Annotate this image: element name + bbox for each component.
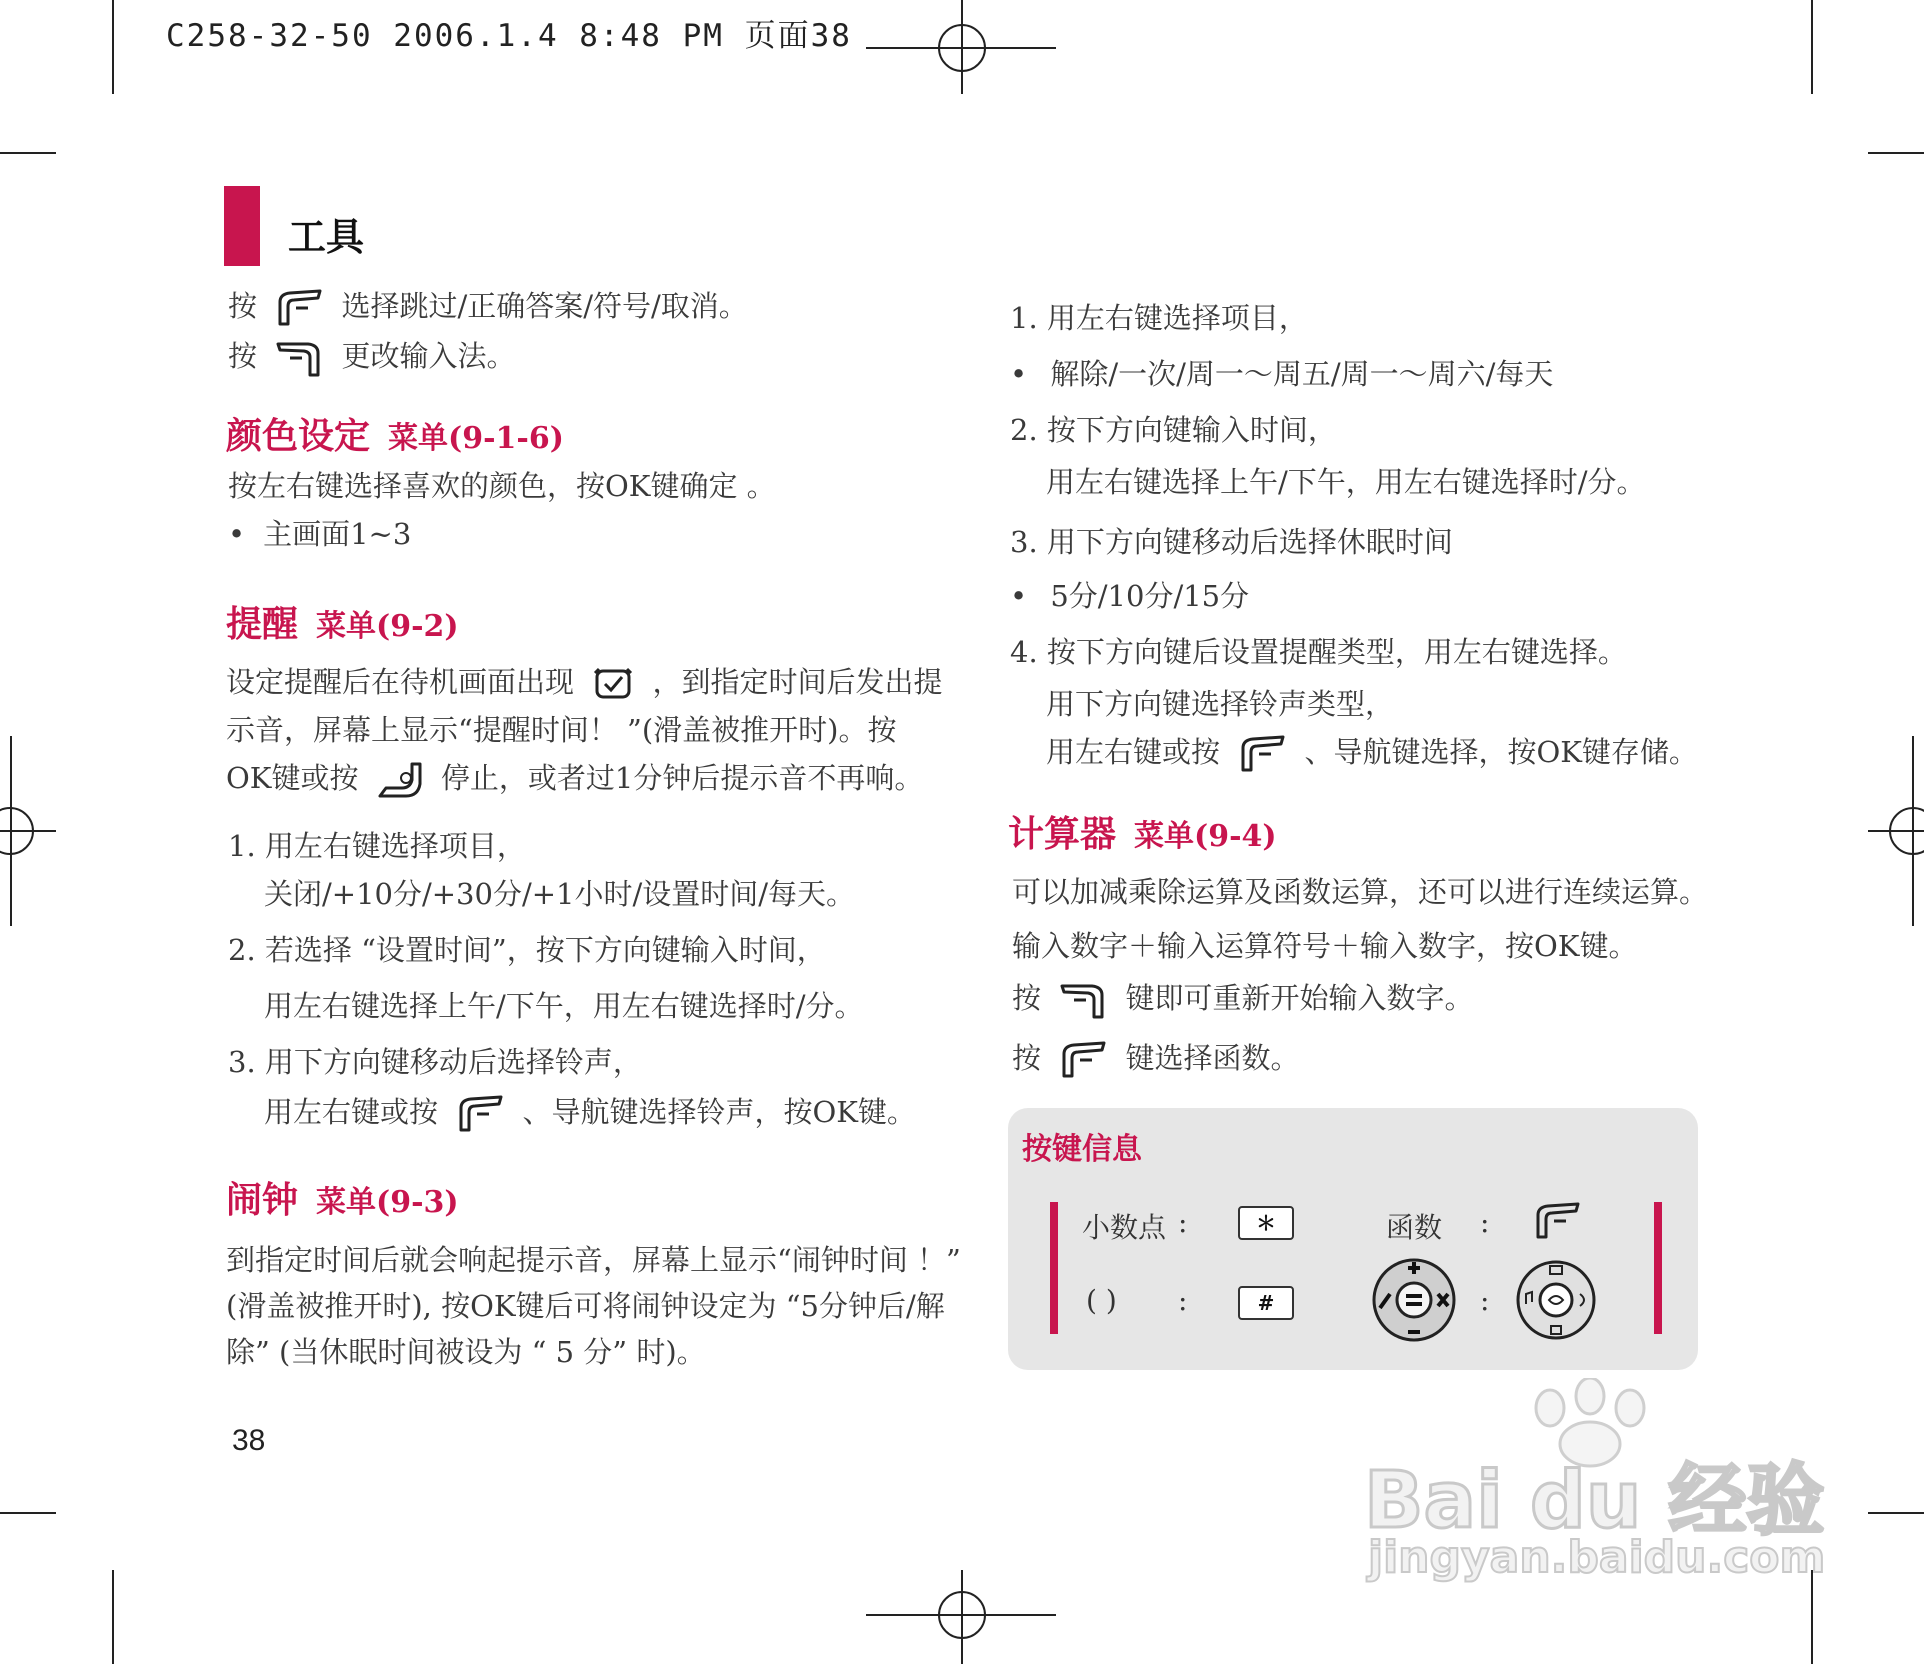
step-text: 用左右键选择项目， [264, 829, 526, 863]
section-heading-alarm [226, 1172, 459, 1223]
alarm-step-3-options [1010, 574, 1249, 618]
reminder-text: 设定提醒后在待机画面出现 [226, 665, 575, 699]
alarm-desc-line: 除” (当休眠时间被设为 “ 5 分” 时)。 [226, 1335, 706, 1369]
calculator-operator-nav-icon [1370, 1256, 1458, 1344]
page-number: 38 [232, 1424, 266, 1457]
alarm-step-2-sub: 用左右键选择上午/下午，用左右键选择时/分。 [1046, 465, 1646, 499]
bullet-dot: • [1010, 357, 1028, 391]
navigation-key-icon [1514, 1258, 1598, 1342]
hash-key-icon: # [1238, 1286, 1294, 1320]
bullet-text: 5分/10分/15分 [1050, 579, 1250, 613]
left-soft-key-icon [274, 288, 324, 328]
step-text: 用下方向键移动后选择铃声， [264, 1045, 642, 1079]
heading-text: 计算器 [1008, 814, 1117, 855]
key-line-left [228, 284, 748, 328]
bullet-text: 解除/一次/周一～周五/周一～周六/每天 [1050, 357, 1554, 391]
heading-text: 闹钟 [226, 1180, 299, 1221]
key-line-prefix: 按 [1012, 1041, 1042, 1075]
key-info-title: 按键信息 [1022, 1132, 1142, 1167]
step-number: 2. [228, 933, 256, 967]
step-text: 用左右键或按 [264, 1095, 439, 1129]
menu-ref: 菜单(9-4) [1134, 819, 1277, 854]
alarm-step-3 [1010, 520, 1453, 564]
alarm-desc-line: (滑盖被推开时), 按OK键后可将闹钟设定为 “5分钟后/解 [226, 1289, 945, 1323]
alarm-step-2 [1010, 408, 1337, 452]
reminder-step-3-sub [264, 1090, 916, 1134]
calculator-desc-line: 可以加减乘除运算及函数运算，还可以进行连续运算。 [1012, 875, 1709, 909]
key-line-text: 键选择函数。 [1125, 1041, 1300, 1075]
heading-text: 提醒 [226, 604, 299, 645]
reminder-step-2-sub: 用左右键选择上午/下午，用左右键选择时/分。 [264, 989, 864, 1023]
reminder-step-1 [228, 824, 526, 868]
reminder-text: OK键或按 [226, 761, 359, 795]
step-text: 、导航键选择铃声，按OK键。 [522, 1095, 916, 1129]
page-title: 工具 [288, 215, 365, 259]
calculator-function-line [1012, 1036, 1299, 1080]
star-key-icon: ＊ [1238, 1206, 1294, 1240]
watermark-url: jingyan.baidu.com [1368, 1532, 1826, 1583]
reminder-step-3 [228, 1040, 642, 1084]
right-soft-key-icon [274, 338, 324, 378]
step-number: 4. [1010, 635, 1038, 669]
step-number: 2. [1010, 413, 1038, 447]
key-info-right-bar [1654, 1202, 1662, 1334]
key-line-prefix: 按 [228, 339, 258, 373]
step-text: 用左右键或按 [1046, 735, 1221, 769]
reminder-text: ，到指定时间后发出提 [652, 665, 943, 699]
reminder-para-line [226, 660, 942, 704]
reminder-text: 停止，或者过1分钟后提示音不再响。 [440, 761, 924, 795]
step-number: 1. [228, 829, 256, 863]
bullet-dot: • [228, 517, 246, 551]
reminder-step-2 [228, 928, 826, 972]
alarm-step-4-sub: 用下方向键选择铃声类型， [1046, 687, 1395, 721]
left-soft-key-icon [1532, 1200, 1582, 1242]
reminder-para-line [226, 756, 923, 800]
alarm-desc-line: 到指定时间后就会响起提示音，屏幕上显示“闹钟时间 ！” [226, 1243, 961, 1277]
heading-text: 颜色设定 [226, 416, 371, 457]
reminder-status-icon [591, 665, 635, 703]
left-soft-key-icon [455, 1094, 505, 1134]
function-label: 函数 [1386, 1211, 1443, 1244]
step-number: 3. [1010, 525, 1038, 559]
key-line-text: 键即可重新开始输入数字。 [1125, 981, 1474, 1015]
reminder-para-line: 示音，屏幕上显示“提醒时间！ ”(滑盖被推开时)。按 [226, 713, 897, 747]
watermark-brand: Bai du 经验 [1364, 1456, 1825, 1546]
color-setting-bullet [228, 512, 411, 556]
reminder-step-1-options: 关闭/+10分/+30分/+1小时/设置时间/每天。 [264, 877, 856, 911]
key-line-right [228, 334, 515, 378]
alarm-step-4-sub2 [1046, 730, 1698, 774]
key-info-left-bar [1050, 1202, 1058, 1334]
left-soft-key-icon [1058, 1040, 1108, 1080]
colon: : [1178, 1284, 1188, 1317]
step-text: 、导航键选择，按OK键存储。 [1304, 735, 1698, 769]
colon: : [1480, 1284, 1490, 1317]
alarm-step-1-options [1010, 352, 1553, 396]
calculator-clear-line [1012, 976, 1473, 1020]
section-heading-reminder [226, 596, 459, 647]
alarm-step-1 [1010, 296, 1308, 340]
section-heading-color-setting [226, 408, 564, 459]
print-info: C258-32-50 2006.1.4 8:48 PM 页面38 [166, 18, 852, 54]
bullet-text: 主画面1~3 [263, 517, 412, 551]
calculator-desc-line: 输入数字＋输入运算符号＋输入数字，按OK键。 [1012, 929, 1638, 963]
menu-ref: 菜单(9-1-6) [388, 421, 564, 456]
menu-ref: 菜单(9-3) [316, 1185, 459, 1220]
left-soft-key-icon [1237, 734, 1287, 774]
step-text: 按下方向键后设置提醒类型，用左右键选择。 [1046, 635, 1627, 669]
step-number: 1. [1010, 301, 1038, 335]
end-key-icon [376, 760, 424, 800]
step-number: 3. [228, 1045, 256, 1079]
section-heading-calculator [1008, 806, 1277, 857]
key-line-prefix: 按 [228, 289, 258, 323]
right-soft-key-icon [1058, 980, 1108, 1020]
bullet-dot: • [1010, 579, 1028, 613]
alarm-step-4 [1010, 630, 1627, 674]
step-text: 用左右键选择项目， [1046, 301, 1308, 335]
key-line-text: 更改输入法。 [341, 339, 516, 373]
key-line-text: 选择跳过/正确答案/符号/取消。 [341, 289, 748, 323]
parentheses-label: ( ) [1086, 1284, 1117, 1317]
title-accent-bar [224, 186, 260, 266]
step-text: 按下方向键输入时间， [1046, 413, 1337, 447]
menu-ref: 菜单(9-2) [316, 609, 459, 644]
step-text: 用下方向键移动后选择休眠时间 [1046, 525, 1453, 559]
colon: : [1178, 1206, 1188, 1239]
decimal-label: 小数点 [1082, 1211, 1167, 1244]
color-setting-desc: 按左右键选择喜欢的颜色，按OK键确定 。 [228, 469, 776, 503]
colon: : [1480, 1206, 1490, 1239]
step-text: 若选择 “设置时间”，按下方向键输入时间， [264, 933, 826, 967]
key-line-prefix: 按 [1012, 981, 1042, 1015]
